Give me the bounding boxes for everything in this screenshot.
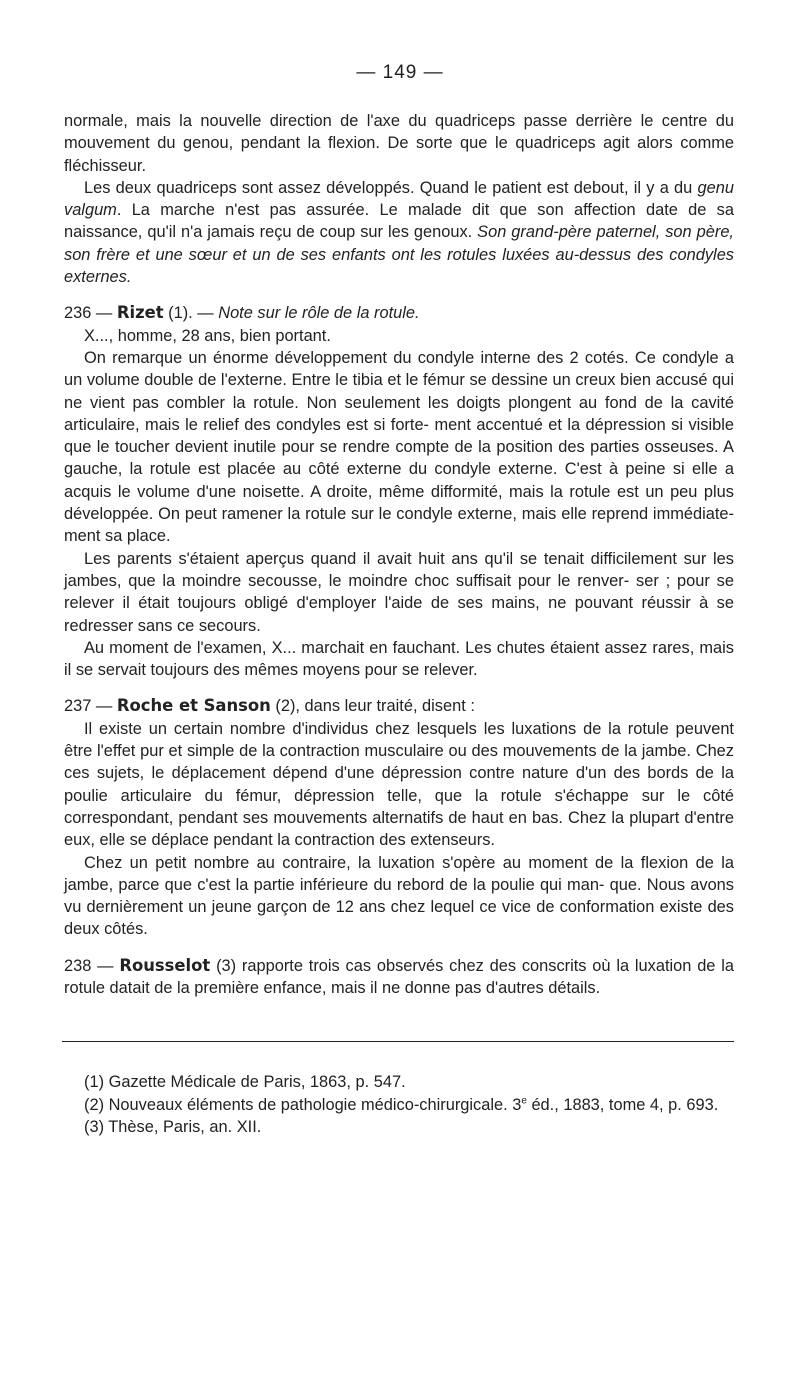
paragraph: X..., homme, 28 ans, bien portant. xyxy=(84,326,331,345)
entry-238: 238 — Rousselot (3) rapporte trois cas observés chez des conscrits où la luxation de la rotule datait de la première enfance, mais il ne donne pas d'autres détails. xyxy=(64,955,734,997)
paragraph: Il existe un certain nombre d'individus chez lesquels les luxations de la rotule peuvent être l'effet pur et simple de la contraction musculaire ou des mouvements de la jambe. Chez ces sujets, le déplacement dépend d'une dépression contre nature d'un des bords de la poulie articulaire du fémur, dépression telle, que la rotule s'échappe sur le côté correspondant, pendant ses mouvements alternatifs de haut en bas. Chez la plupart d'entre eux, elle se déplace pendant la contraction des extenseurs. xyxy=(64,719,734,850)
paragraph: On remarque un énorme développement du condyle interne des 2 cotés. Ce condyle a un volume double de l'externe. Entre le tibia et le fémur se dessine un creux bien accusé qui ne vient pas combler la rotule. Non seulement les doigts plongent au fond de la cavité articulaire, mais le relief des condyles est si forte- ment accentué et la dépression si visible que le toucher devient inutile pour se rendre compte de la position des parties osseuses. A gauche, la rotule est placée au côté externe du condyle externe. C'est à peine si elle a acquis le volume d'une noisette. A droite, même difformité, mais la rotule est un peu plus développée. On peut ramener la rotule sur le condyle externe, mais elle reprend immédiate- ment sa place. xyxy=(64,348,734,546)
entry-236-heading: 236 — Rizet (1). — Note sur le rôle de la rotule. xyxy=(64,303,420,323)
author-name: Rizet xyxy=(116,303,164,323)
body-text xyxy=(64,110,734,999)
footnote-1: (1) Gazette Médicale de Paris, 1863, p. 547. xyxy=(84,1073,406,1091)
paragraph: normale, mais la nouvelle direction de l'axe du quadriceps passe derrière le centre du mouvement du genou, pendant la flexion. De sorte que le quadriceps agit alors comme fléchisseur. xyxy=(64,112,734,175)
paragraph: Chez un petit nombre au contraire, la luxation s'opère au moment de la flexion de la jambe, parce que c'est la partie inférieure du rebord de la poulie qui man- que. Nous avons vu dernièrement un jeune garçon de 12 ans chez lequel ce vice de conformation existe des deux côtés. xyxy=(64,853,734,939)
italic-sentence: Son grand-père paternel, son père, son frère et une sœur et un de ses enfants ont les rotules luxées au-dessus des condyles externes. xyxy=(64,223,734,287)
page-number: — 149 — xyxy=(356,62,444,83)
footnote-2: (2) Nouveaux éléments de pathologie médico-chirurgicale. 3e éd., 1883, tome 4, p. 693. xyxy=(84,1095,719,1114)
paragraph: Les deux quadriceps sont assez développés. Quand le patient est debout, il y a du genu valgum. La marche n'est pas assurée. Le malade dit que son affection date de sa naissance, qu'il n'a jamais reçu de coup sur les genoux. Son grand-père paternel, son père, son frère et une sœur et un de ses enfants ont les rotules luxées au-dessus des condyles externes. xyxy=(64,178,734,287)
footnote-3: (3) Thèse, Paris, an. XII. xyxy=(84,1118,262,1136)
paragraph: Les parents s'étaient aperçus quand il avait huit ans qu'il se tenait difficilement sur les jambes, que la moindre secousse, le moindre choc suffisait pour le renver- ser ; pour se relever il était toujours obligé d'employer l'aide de ses mains, ne pouvant réussir à se redresser sans ce secours. xyxy=(64,549,734,635)
italic-term: genu valgum xyxy=(64,178,734,220)
footnote-divider xyxy=(62,1041,734,1042)
entry-title: Note sur le rôle de la rotule. xyxy=(218,304,420,323)
footnotes xyxy=(64,1071,734,1139)
entry-237-heading: 237 — Roche et Sanson (2), dans leur traité, disent : xyxy=(64,696,475,716)
paragraph: Au moment de l'examen, X... marchait en fauchant. Les chutes étaient assez rares, mais il se servait toujours des mêmes moyens pour se relever. xyxy=(64,638,734,680)
author-name: Roche et Sanson xyxy=(116,696,271,716)
author-name: Rousselot xyxy=(119,955,211,975)
